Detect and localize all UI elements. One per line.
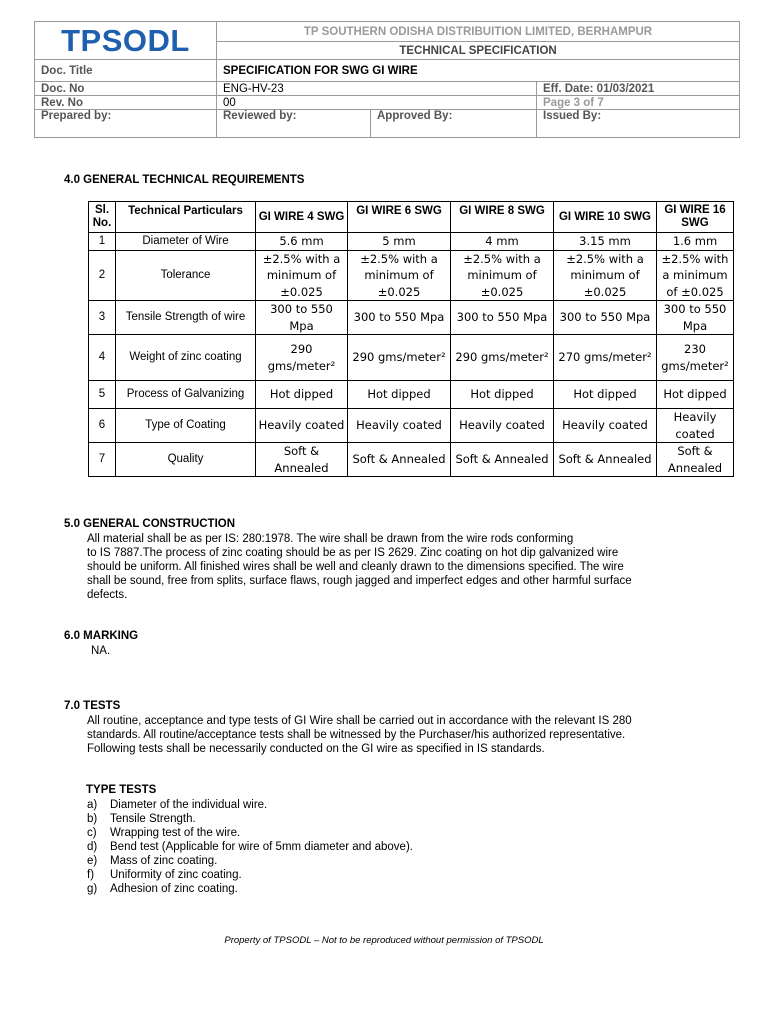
row-value: Hot dipped <box>657 381 734 409</box>
section-5-line: should be uniform. All finished wires shall be well and cleanly drawn to the dimensions specified. The wire <box>87 561 624 573</box>
row-sl-no: 4 <box>89 335 116 381</box>
list-item <box>87 812 413 826</box>
row-value: ±2.5% with a minimum of ±0.025 <box>348 250 451 301</box>
logo-cell <box>35 22 217 60</box>
list-item <box>87 840 413 854</box>
row-particular: Weight of zinc coating <box>116 335 256 381</box>
row-value: 3.15 mm <box>554 233 657 251</box>
list-item <box>87 826 413 840</box>
document-type: TECHNICAL SPECIFICATION <box>217 42 740 60</box>
section-6-body: NA. <box>91 645 111 657</box>
table-row <box>89 335 734 381</box>
section-4-title: 4.0 GENERAL TECHNICAL REQUIREMENTS <box>64 174 305 186</box>
row-value: 1.6 mm <box>657 233 734 251</box>
section-7-line: Following tests shall be necessarily conducted on the GI wire as specified in IS standards. <box>87 743 545 755</box>
list-text: Adhesion of zinc coating. <box>110 883 238 895</box>
section-5-line: defects. <box>87 589 128 601</box>
header-gi-wire-16: GI WIRE 16 SWG <box>657 202 734 233</box>
section-7-body <box>87 714 747 756</box>
tpsodl-logo: TPSODL <box>61 22 190 58</box>
row-sl-no: 6 <box>89 409 116 443</box>
row-value: 300 to 550 Mpa <box>657 301 734 335</box>
list-item <box>87 854 413 868</box>
table-row <box>89 381 734 409</box>
list-text: Mass of zinc coating. <box>110 855 218 867</box>
row-value: Soft & Annealed <box>554 443 657 477</box>
row-value: 230 gms/meter² <box>657 335 734 381</box>
company-name: TP SOUTHERN ODISHA DISTRIBUITION LIMITED, BERHAMPUR <box>217 22 740 42</box>
row-value: Heavily coated <box>348 409 451 443</box>
row-value: 5.6 mm <box>256 233 348 251</box>
page-footer: Property of TPSODL – Not to be reproduced without permission of TPSODL <box>224 935 544 946</box>
row-particular: Process of Galvanizing <box>116 381 256 409</box>
header-gi-wire-4: GI WIRE 4 SWG <box>256 202 348 233</box>
row-value: Hot dipped <box>554 381 657 409</box>
type-tests-list <box>87 798 413 896</box>
section-7-line: standards. All routine/acceptance tests shall be witnessed by the Purchaser/his authorized representative. <box>87 729 626 741</box>
row-value: 300 to 550 Mpa <box>256 301 348 335</box>
doc-no-label: Doc. No <box>35 82 217 96</box>
list-text: Uniformity of zinc coating. <box>110 869 242 881</box>
row-sl-no: 3 <box>89 301 116 335</box>
eff-date: Eff. Date: 01/03/2021 <box>537 82 740 96</box>
row-value: Heavily coated <box>256 409 348 443</box>
row-value: Soft & Annealed <box>451 443 554 477</box>
header-technical-particulars: Technical Particulars <box>116 202 256 233</box>
row-particular: Type of Coating <box>116 409 256 443</box>
section-5-line: All material shall be as per IS: 280:1978. The wire shall be drawn from the wire rods conforming <box>87 533 574 545</box>
row-value: 300 to 550 Mpa <box>348 301 451 335</box>
list-marker: d) <box>87 841 98 853</box>
list-item <box>87 798 413 812</box>
list-marker: e) <box>87 855 98 867</box>
row-value: ±2.5% with a minimum of ±0.025 <box>451 250 554 301</box>
table-row <box>89 301 734 335</box>
type-tests-title: TYPE TESTS <box>86 784 157 796</box>
document-header <box>34 21 740 138</box>
list-marker: a) <box>87 799 98 811</box>
row-value: Soft & Annealed <box>256 443 348 477</box>
header-gi-wire-10: GI WIRE 10 SWG <box>554 202 657 233</box>
list-text: Bend test (Applicable for wire of 5mm diameter and above). <box>110 841 413 853</box>
row-value: Soft & Annealed <box>657 443 734 477</box>
row-sl-no: 5 <box>89 381 116 409</box>
list-text: Tensile Strength. <box>110 813 196 825</box>
header-gi-wire-8: GI WIRE 8 SWG <box>451 202 554 233</box>
table-row <box>89 443 734 477</box>
list-item <box>87 868 413 882</box>
issued-by: Issued By: <box>537 110 740 138</box>
row-value: Hot dipped <box>451 381 554 409</box>
section-6-title: 6.0 MARKING <box>64 630 139 642</box>
list-marker: b) <box>87 813 98 825</box>
table-row <box>89 250 734 301</box>
technical-requirements-table <box>88 201 734 477</box>
row-value: 290 gms/meter² <box>256 335 348 381</box>
list-marker: c) <box>87 827 97 839</box>
section-5-title: 5.0 GENERAL CONSTRUCTION <box>64 518 236 530</box>
list-marker: f) <box>87 869 95 881</box>
row-sl-no: 1 <box>89 233 116 251</box>
rev-no: 00 <box>217 96 537 110</box>
page-number: Page 3 of 7 <box>537 96 740 110</box>
list-item <box>87 882 413 896</box>
row-value: ±2.5% with a minimum of ±0.025 <box>554 250 657 301</box>
section-7-line: All routine, acceptance and type tests of GI Wire shall be carried out in accordance with the relevant IS 280 <box>87 715 632 727</box>
row-value: 4 mm <box>451 233 554 251</box>
header-gi-wire-6: GI WIRE 6 SWG <box>348 202 451 233</box>
section-5-line: to IS 7887.The process of zinc coating should be as per IS 2629. Zinc coating on hot dip galvanized wire <box>87 547 619 559</box>
row-sl-no: 7 <box>89 443 116 477</box>
row-value: Heavily coated <box>451 409 554 443</box>
header-sl-no: Sl. No. <box>89 202 116 233</box>
row-particular: Tensile Strength of wire <box>116 301 256 335</box>
section-5-line: shall be sound, free from splits, surface flaws, rough jagged and imperfect edges and other harmful surface <box>87 575 632 587</box>
row-particular: Diameter of Wire <box>116 233 256 251</box>
table-row <box>89 409 734 443</box>
doc-title-label: Doc. Title <box>35 60 217 82</box>
reviewed-by: Reviewed by: <box>217 110 371 138</box>
table-row <box>89 233 734 251</box>
row-value: 300 to 550 Mpa <box>554 301 657 335</box>
row-value: 300 to 550 Mpa <box>451 301 554 335</box>
doc-no: ENG-HV-23 <box>217 82 537 96</box>
doc-title: SPECIFICATION FOR SWG GI WIRE <box>217 60 740 82</box>
row-value: 270 gms/meter² <box>554 335 657 381</box>
row-value: 5 mm <box>348 233 451 251</box>
section-5-body <box>87 532 747 602</box>
row-value: Heavily coated <box>657 409 734 443</box>
row-particular: Tolerance <box>116 250 256 301</box>
prepared-by: Prepared by: <box>35 110 217 138</box>
row-value: 290 gms/meter² <box>348 335 451 381</box>
rev-no-label: Rev. No <box>35 96 217 110</box>
row-value: Soft & Annealed <box>348 443 451 477</box>
row-value: Hot dipped <box>256 381 348 409</box>
row-value: Hot dipped <box>348 381 451 409</box>
list-text: Wrapping test of the wire. <box>110 827 241 839</box>
row-value: Heavily coated <box>554 409 657 443</box>
row-value: ±2.5% with a minimum of ±0.025 <box>657 250 734 301</box>
row-sl-no: 2 <box>89 250 116 301</box>
list-text: Diameter of the individual wire. <box>110 799 268 811</box>
row-value: 290 gms/meter² <box>451 335 554 381</box>
row-value: ±2.5% with a minimum of ±0.025 <box>256 250 348 301</box>
list-marker: g) <box>87 883 98 895</box>
section-7-title: 7.0 TESTS <box>64 700 121 712</box>
approved-by: Approved By: <box>371 110 537 138</box>
row-particular: Quality <box>116 443 256 477</box>
table-header-row <box>89 202 734 233</box>
